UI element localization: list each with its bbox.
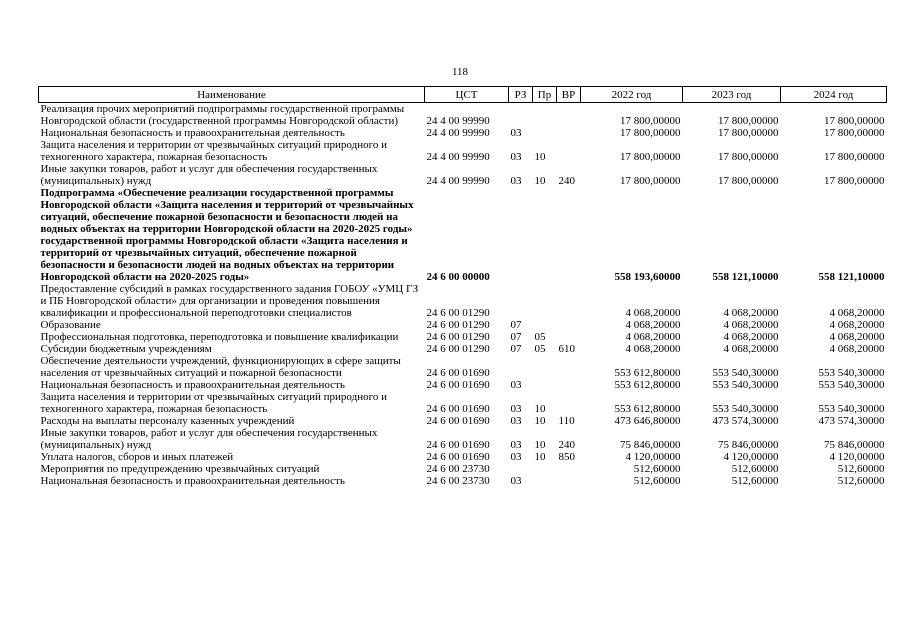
cell-vr xyxy=(557,139,581,163)
cell-2022: 553 612,80000 xyxy=(614,367,681,379)
cell-cst: 24 4 00 99990 xyxy=(426,127,490,139)
cell-cst: 24 6 00 01290 xyxy=(426,307,490,319)
cell-rz: 03 xyxy=(510,175,522,187)
cell-rz: 03 xyxy=(510,379,522,391)
cell-cst: 24 6 00 23730 xyxy=(426,463,490,475)
cell-2023: 17 800,00000 xyxy=(718,151,779,163)
cell-rz: 03 xyxy=(510,451,522,463)
cell-rz xyxy=(509,103,533,128)
cell-2023: 17 800,00000 xyxy=(718,175,779,187)
table-row xyxy=(39,379,887,391)
cell-2022: 75 846,00000 xyxy=(620,439,681,451)
table-row xyxy=(39,355,887,379)
cell-2024: 512,60000 xyxy=(837,475,885,487)
cell-rz: 03 xyxy=(510,475,522,487)
header-rz: РЗ xyxy=(509,87,533,103)
cell-2022: 473 646,80000 xyxy=(614,415,681,427)
cell-2023: 473 574,30000 xyxy=(712,415,779,427)
cell-vr: 850 xyxy=(558,451,575,463)
table-row xyxy=(39,415,887,427)
cell-rz: 03 xyxy=(510,403,522,415)
cell-rz: 03 xyxy=(510,151,522,163)
cell-vr xyxy=(557,391,581,415)
cell-cst: 24 6 00 01690 xyxy=(426,379,490,391)
cell-name: Национальная безопасность и правоохранительная деятельность xyxy=(40,127,345,139)
table-row xyxy=(39,187,887,283)
cell-rz: 07 xyxy=(510,343,522,355)
cell-2023: 4 068,20000 xyxy=(723,343,779,355)
cell-2024: 4 068,20000 xyxy=(829,307,885,319)
cell-cst: 24 6 00 01690 xyxy=(426,403,490,415)
cell-2023: 17 800,00000 xyxy=(718,115,779,127)
cell-rz: 03 xyxy=(510,439,522,451)
cell-cst: 24 6 00 01290 xyxy=(426,319,490,331)
cell-2024: 553 540,30000 xyxy=(818,403,885,415)
cell-vr xyxy=(557,463,581,475)
cell-2024: 4 068,20000 xyxy=(829,319,885,331)
cell-2022: 4 068,20000 xyxy=(625,319,681,331)
cell-pr xyxy=(533,127,557,139)
table-row xyxy=(39,139,887,163)
table-row xyxy=(39,331,887,343)
cell-name: Реализация прочих мероприятий подпрограммы государственной программы Новгородской области (государственной программы Новгородской области) xyxy=(40,103,405,127)
cell-2022: 553 612,80000 xyxy=(614,403,681,415)
cell-2022: 17 800,00000 xyxy=(620,115,681,127)
cell-pr xyxy=(533,475,557,487)
cell-2022: 4 068,20000 xyxy=(625,307,681,319)
cell-vr xyxy=(557,355,581,379)
table-row xyxy=(39,391,887,415)
cell-vr: 110 xyxy=(558,415,575,427)
cell-pr xyxy=(533,187,557,283)
cell-name: Обеспечение деятельности учреждений, функционирующих в сфере защиты населения от чрезвычайных ситуаций и пожарной безопасности xyxy=(40,355,401,379)
cell-pr xyxy=(533,463,557,475)
cell-vr: 240 xyxy=(558,439,575,451)
cell-2024: 4 068,20000 xyxy=(829,343,885,355)
table-row xyxy=(39,163,887,187)
cell-2022: 4 120,00000 xyxy=(625,451,681,463)
cell-cst: 24 6 00 01290 xyxy=(426,331,490,343)
cell-pr: 10 xyxy=(534,451,546,463)
cell-cst: 24 4 00 99990 xyxy=(426,115,490,127)
cell-2024: 17 800,00000 xyxy=(824,115,885,127)
cell-rz: 07 xyxy=(510,331,522,343)
cell-vr xyxy=(557,475,581,487)
cell-pr xyxy=(533,103,557,128)
cell-pr xyxy=(533,319,557,331)
cell-pr: 05 xyxy=(534,343,546,355)
header-vr: ВР xyxy=(557,87,581,103)
table-row xyxy=(39,343,887,355)
cell-rz xyxy=(509,355,533,379)
cell-2023: 75 846,00000 xyxy=(718,439,779,451)
cell-2022: 17 800,00000 xyxy=(620,151,681,163)
cell-2023: 553 540,30000 xyxy=(712,403,779,415)
cell-vr: 610 xyxy=(558,343,575,355)
table-row xyxy=(39,319,887,331)
cell-2023: 512,60000 xyxy=(731,475,779,487)
table-row xyxy=(39,283,887,319)
cell-2023: 553 540,30000 xyxy=(712,379,779,391)
cell-pr: 10 xyxy=(534,403,546,415)
cell-2022: 512,60000 xyxy=(633,463,681,475)
page-number: 118 xyxy=(451,66,469,78)
cell-2022: 4 068,20000 xyxy=(625,331,681,343)
cell-rz: 03 xyxy=(510,415,522,427)
cell-cst: 24 6 00 01690 xyxy=(426,451,490,463)
cell-2024: 558 121,10000 xyxy=(818,271,885,283)
cell-cst: 24 6 00 23730 xyxy=(426,475,490,487)
cell-pr xyxy=(533,355,557,379)
cell-name: Защита населения и территории от чрезвычайных ситуаций природного и техногенного характера, пожарная безопасность xyxy=(40,391,387,415)
cell-2024: 553 540,30000 xyxy=(818,367,885,379)
cell-2024: 4 120,00000 xyxy=(829,451,885,463)
table-row xyxy=(39,427,887,451)
cell-cst: 24 6 00 01690 xyxy=(426,415,490,427)
header-name: Наименование xyxy=(39,87,425,103)
cell-2023: 512,60000 xyxy=(731,463,779,475)
cell-name: Иные закупки товаров, работ и услуг для обеспечения государственных (муниципальных) нужд xyxy=(40,427,378,451)
cell-2024: 17 800,00000 xyxy=(824,151,885,163)
cell-2024: 4 068,20000 xyxy=(829,331,885,343)
cell-pr: 10 xyxy=(534,439,546,451)
cell-cst: 24 6 00 01290 xyxy=(426,343,490,355)
table-header-row xyxy=(39,87,887,103)
cell-2022: 17 800,00000 xyxy=(620,175,681,187)
header-cst: ЦСТ xyxy=(425,87,509,103)
header-2023: 2023 год xyxy=(683,87,781,103)
cell-rz: 07 xyxy=(510,319,522,331)
cell-rz xyxy=(509,463,533,475)
cell-vr xyxy=(557,127,581,139)
cell-2022: 512,60000 xyxy=(633,475,681,487)
cell-2024: 17 800,00000 xyxy=(824,127,885,139)
cell-pr: 10 xyxy=(534,151,546,163)
cell-2023: 4 068,20000 xyxy=(723,307,779,319)
cell-vr: 240 xyxy=(558,175,575,187)
cell-rz xyxy=(509,283,533,319)
cell-vr xyxy=(557,187,581,283)
table-row xyxy=(39,463,887,475)
cell-2024: 512,60000 xyxy=(837,463,885,475)
header-pr: Пр xyxy=(533,87,557,103)
table-row xyxy=(39,475,887,487)
cell-name: Национальная безопасность и правоохранительная деятельность xyxy=(40,379,345,391)
cell-cst: 24 4 00 99990 xyxy=(426,175,490,187)
cell-2022: 17 800,00000 xyxy=(620,127,681,139)
cell-2024: 553 540,30000 xyxy=(818,379,885,391)
cell-2023: 17 800,00000 xyxy=(718,127,779,139)
budget-table xyxy=(38,86,887,487)
cell-name: Национальная безопасность и правоохранительная деятельность xyxy=(40,475,345,487)
cell-2022: 558 193,60000 xyxy=(614,271,681,283)
cell-pr: 05 xyxy=(534,331,546,343)
cell-cst: 24 6 00 00000 xyxy=(426,271,490,283)
cell-2024: 75 846,00000 xyxy=(824,439,885,451)
cell-name: Образование xyxy=(40,319,101,331)
cell-rz: 03 xyxy=(510,127,522,139)
cell-2024: 17 800,00000 xyxy=(824,175,885,187)
cell-name: Мероприятия по предупреждению чрезвычайных ситуаций xyxy=(40,463,320,475)
cell-vr xyxy=(557,103,581,128)
cell-name: Расходы на выплаты персоналу казенных учреждений xyxy=(40,415,295,427)
cell-pr: 10 xyxy=(534,415,546,427)
cell-cst: 24 4 00 99990 xyxy=(426,151,490,163)
header-2022: 2022 год xyxy=(581,87,683,103)
cell-2023: 553 540,30000 xyxy=(712,367,779,379)
cell-name: Защита населения и территории от чрезвычайных ситуаций природного и техногенного характера, пожарная безопасность xyxy=(40,139,387,163)
cell-2022: 553 612,80000 xyxy=(614,379,681,391)
cell-2024: 473 574,30000 xyxy=(818,415,885,427)
cell-rz xyxy=(509,187,533,283)
cell-vr xyxy=(557,319,581,331)
cell-vr xyxy=(557,379,581,391)
cell-pr xyxy=(533,379,557,391)
cell-2023: 4 120,00000 xyxy=(723,451,779,463)
cell-cst: 24 6 00 01690 xyxy=(426,439,490,451)
table-body xyxy=(39,103,887,488)
table-row xyxy=(39,451,887,463)
cell-name: Субсидии бюджетным учреждениям xyxy=(40,343,212,355)
cell-pr xyxy=(533,283,557,319)
cell-vr xyxy=(557,283,581,319)
cell-name: Уплата налогов, сборов и иных платежей xyxy=(40,451,234,463)
table-row xyxy=(39,103,887,128)
cell-name: Профессиональная подготовка, переподготовка и повышение квалификации xyxy=(40,331,399,343)
table-row xyxy=(39,127,887,139)
cell-2023: 558 121,10000 xyxy=(712,271,779,283)
cell-name: Предоставление субсидий в рамках государственного задания ГОБОУ «УМЦ ГЗ и ПБ Новгородской области» для организации и проведения повышения квалификации и профессиональной переподготовки специалистов xyxy=(40,283,419,319)
header-2024: 2024 год xyxy=(781,87,887,103)
cell-name: Подпрограмма «Обеспечение реализации государственной программы Новгородской области «Защита населения и территорий от чрезвычайных ситуаций, обеспечение пожарной безопасности и безопасности людей на водных объектах на территории Новгородской области на 2020-2025 годы» государственной программы Новгородской области «Защита населения и территорий от чрезвычайных ситуаций, обеспечение пожарной безопасности и безопасности людей на водных объектах на территории Новгородской области на 2020-2025 годы» xyxy=(40,187,414,283)
cell-cst: 24 6 00 01690 xyxy=(426,367,490,379)
cell-vr xyxy=(557,331,581,343)
cell-2023: 4 068,20000 xyxy=(723,331,779,343)
cell-name: Иные закупки товаров, работ и услуг для обеспечения государственных (муниципальных) нужд xyxy=(40,163,378,187)
cell-pr: 10 xyxy=(534,175,546,187)
cell-2023: 4 068,20000 xyxy=(723,319,779,331)
cell-2022: 4 068,20000 xyxy=(625,343,681,355)
